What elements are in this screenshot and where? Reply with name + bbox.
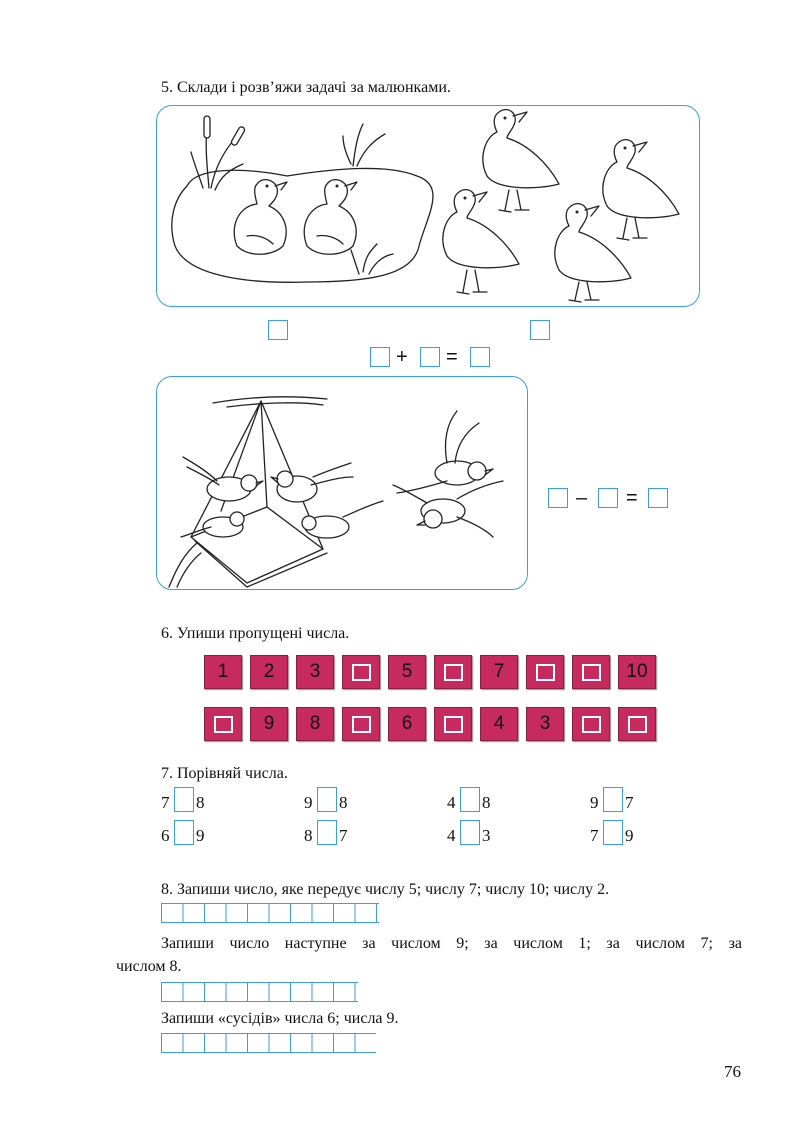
missing-number-square[interactable] — [526, 655, 564, 689]
number-square: 9 — [250, 707, 288, 741]
compare-sign-box[interactable] — [174, 787, 194, 812]
minus-sign: – — [576, 487, 588, 509]
empty-slot — [352, 716, 371, 733]
missing-number-square[interactable] — [434, 707, 472, 741]
empty-slot — [628, 716, 647, 733]
answer-box-ducks-land[interactable] — [530, 320, 550, 340]
compare-left-number: 6 — [161, 826, 170, 845]
compare-sign-box[interactable] — [317, 787, 337, 812]
missing-number-square[interactable] — [434, 655, 472, 689]
compare-right-number: 9 — [196, 826, 205, 845]
compare-sign-box[interactable] — [317, 820, 337, 845]
empty-slot — [444, 716, 463, 733]
task7-title: 7. Порівняй числа. — [161, 765, 288, 782]
answer-grid-3[interactable] — [161, 1033, 376, 1053]
compare-right-number: 9 — [625, 826, 634, 845]
missing-number-square[interactable] — [572, 707, 610, 741]
compare-sign-box[interactable] — [460, 820, 480, 845]
equals-sign-2: = — [626, 487, 638, 509]
equals-sign-1: = — [446, 346, 458, 368]
missing-number-square[interactable] — [342, 707, 380, 741]
number-square: 1 — [204, 655, 242, 689]
number-square: 10 — [618, 655, 656, 689]
page-number: 76 — [724, 1062, 741, 1081]
compare-right-number: 3 — [482, 826, 491, 845]
task5-title: 5. Склади і розв’яжи задачі за малюнками. — [161, 79, 451, 96]
compare-left-number: 9 — [304, 793, 313, 812]
ducks-illustration — [157, 106, 701, 308]
birds-feeder-illustration — [157, 377, 529, 591]
missing-number-square[interactable] — [572, 655, 610, 689]
empty-slot — [582, 664, 601, 681]
eq2-box-result[interactable] — [648, 488, 668, 508]
compare-left-number: 4 — [447, 793, 456, 812]
compare-right-number: 8 — [196, 793, 205, 812]
number-square: 5 — [388, 655, 426, 689]
task8-line2a: Запиши число наступне за числом 9; за числом 1; за числом 7; за — [161, 935, 742, 952]
number-square: 3 — [296, 655, 334, 689]
empty-slot — [444, 664, 463, 681]
task8-line3: Запиши «сусідів» числа 6; числа 9. — [161, 1010, 399, 1027]
empty-slot — [582, 716, 601, 733]
eq1-box-result[interactable] — [470, 347, 490, 367]
compare-right-number: 8 — [482, 793, 491, 812]
birds-picture-panel — [156, 376, 528, 590]
task8-line2b: числом 8. — [116, 958, 182, 975]
compare-sign-box[interactable] — [174, 820, 194, 845]
number-square: 3 — [526, 707, 564, 741]
number-square: 6 — [388, 707, 426, 741]
answer-box-ducks-pond[interactable] — [268, 320, 288, 340]
number-square: 2 — [250, 655, 288, 689]
number-square: 7 — [480, 655, 518, 689]
eq2-box-a[interactable] — [548, 488, 568, 508]
empty-slot — [536, 664, 555, 681]
compare-right-number: 8 — [339, 793, 348, 812]
missing-number-square[interactable] — [204, 707, 242, 741]
compare-sign-box[interactable] — [460, 787, 480, 812]
compare-left-number: 7 — [161, 793, 170, 812]
compare-left-number: 4 — [447, 826, 456, 845]
eq2-box-b[interactable] — [598, 488, 618, 508]
compare-sign-box[interactable] — [603, 787, 623, 812]
number-square: 8 — [296, 707, 334, 741]
empty-slot — [352, 664, 371, 681]
compare-left-number: 7 — [590, 826, 599, 845]
missing-number-square[interactable] — [618, 707, 656, 741]
empty-slot — [214, 716, 233, 733]
eq1-box-b[interactable] — [420, 347, 440, 367]
task6-title: 6. Упиши пропущені числа. — [161, 625, 350, 642]
compare-left-number: 8 — [304, 826, 313, 845]
number-square: 4 — [480, 707, 518, 741]
compare-sign-box[interactable] — [603, 820, 623, 845]
answer-grid-1[interactable] — [161, 903, 379, 923]
ducks-picture-panel — [156, 105, 700, 307]
task8-line1: 8. Запиши число, яке передує числу 5; числу 7; числу 10; числу 2. — [161, 881, 610, 898]
compare-right-number: 7 — [339, 826, 348, 845]
compare-left-number: 9 — [590, 793, 599, 812]
plus-sign: + — [396, 346, 408, 368]
missing-number-square[interactable] — [342, 655, 380, 689]
answer-grid-2[interactable] — [161, 982, 358, 1002]
eq1-box-a[interactable] — [370, 347, 390, 367]
compare-right-number: 7 — [625, 793, 634, 812]
